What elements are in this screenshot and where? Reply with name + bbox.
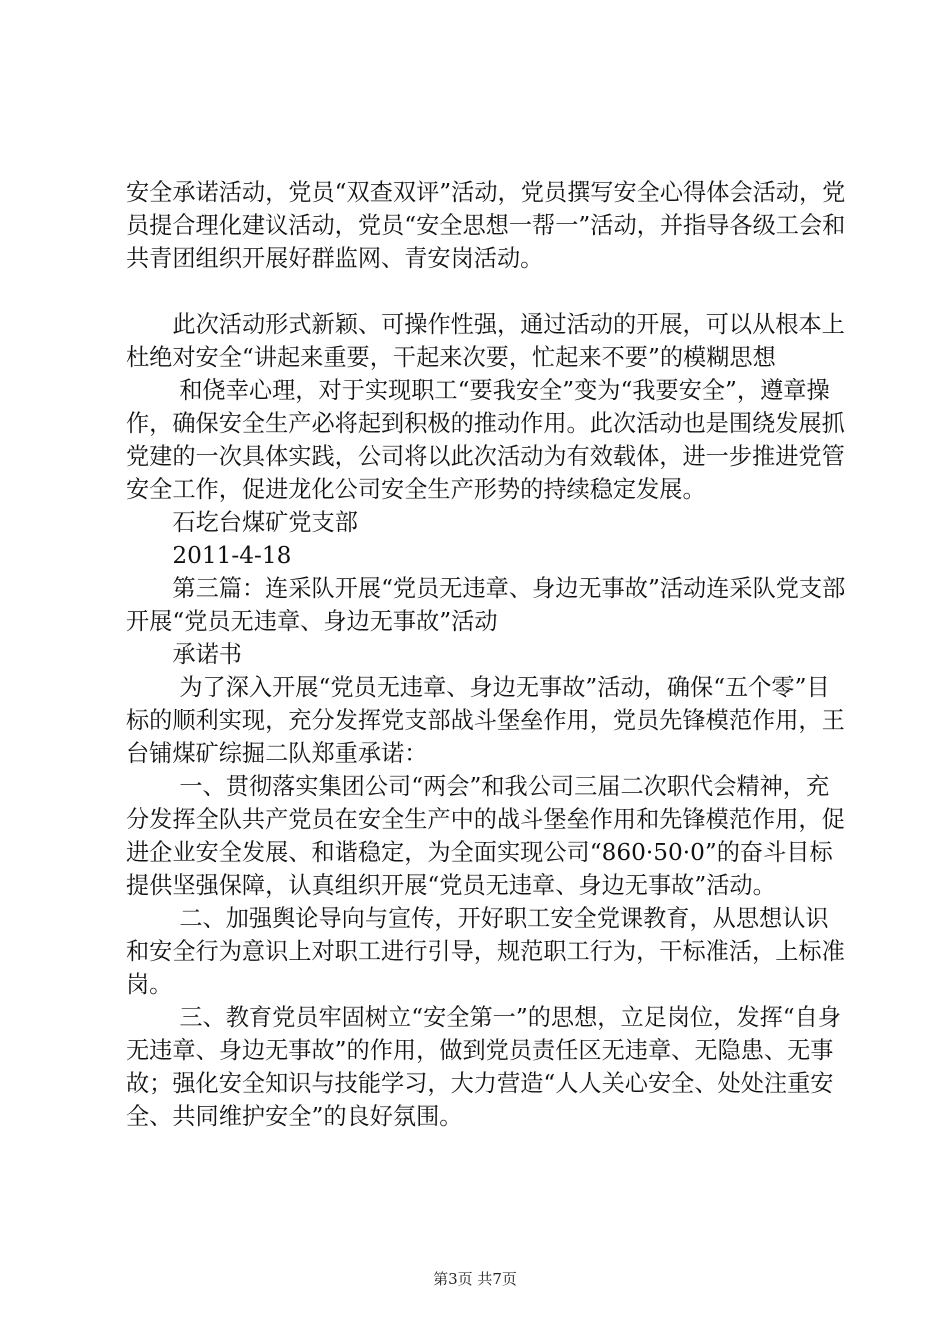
pledge-item-3: 三、教育党员牢固树立“安全第一”的思想，立足岗位，发挥“自身无违章、身边无事故”的作用，做到党员责任区无违章、无隐患、无事故；强化安全知识与技能学习，大力营造“人人关心安全、处处注重安全、共同维护安全”的良好氛围。 (126, 1004, 841, 1130)
pledge-intro: 为了深入开展“党员无违章、身边无事故”活动，确保“五个零”目标的顺利实现，充分发挥党支部战斗堡垒作用，党员先锋模范作用，王台铺煤矿综掘二队郑重承诺： (126, 674, 845, 767)
document-body (126, 176, 846, 1133)
section-heading: 第三篇：连采队开展“党员无违章、身边无事故”活动连采队党支部开展“党员无违章、身边无事故”活动 (126, 575, 846, 635)
paragraph-gap (126, 275, 846, 308)
pledge-item-1: 一、贯彻落实集团公司“两会”和我公司三届二次职代会精神，充分发挥全队共产党员在安全生产中的战斗堡垒作用和先锋模范作用，促进企业安全发展、和谐稳定，为全面实现公司“860·50·0”的奋斗目标提供坚强保障，认真组织开展“党员无违章、身边无事故”活动。 (126, 773, 845, 899)
paragraph-activity-effect: 和侥幸心理，对于实现职工“要我安全”变为“我要安全”，遵章操作，确保安全生产必将起到积极的推动作用。此次活动也是围绕发展抓党建的一次具体实践，公司将以此次活动为有效载体，进一步推进党管安全工作，促进龙化公司安全生产形势的持续稳定发展。 (126, 377, 845, 503)
signature-date: 2011-4-18 (172, 542, 292, 569)
pledge-title: 承诺书 (172, 641, 242, 668)
page-number-footer: 第3页 共7页 (433, 1270, 517, 1288)
pledge-item-2: 二、加强舆论导向与宣传，开好职工安全党课教育，从思想认识和安全行为意识上对职工进行引导，规范职工行为，干标准活，上标准岗。 (126, 905, 845, 998)
paragraph-activity-summary: 此次活动形式新颖、可操作性强，通过活动的开展，可以从根本上杜绝对安全“讲起来重要，干起来次要，忙起来不要”的模糊思想 (126, 311, 845, 371)
signature-organization: 石圪台煤矿党支部 (172, 509, 358, 536)
paragraph-activities: 安全承诺活动，党员“双查双评”活动，党员撰写安全心得体会活动，党员提合理化建议活动，党员“安全思想一帮一”活动，并指导各级工会和共青团组织开展好群监网、青安岗活动。 (126, 179, 846, 272)
